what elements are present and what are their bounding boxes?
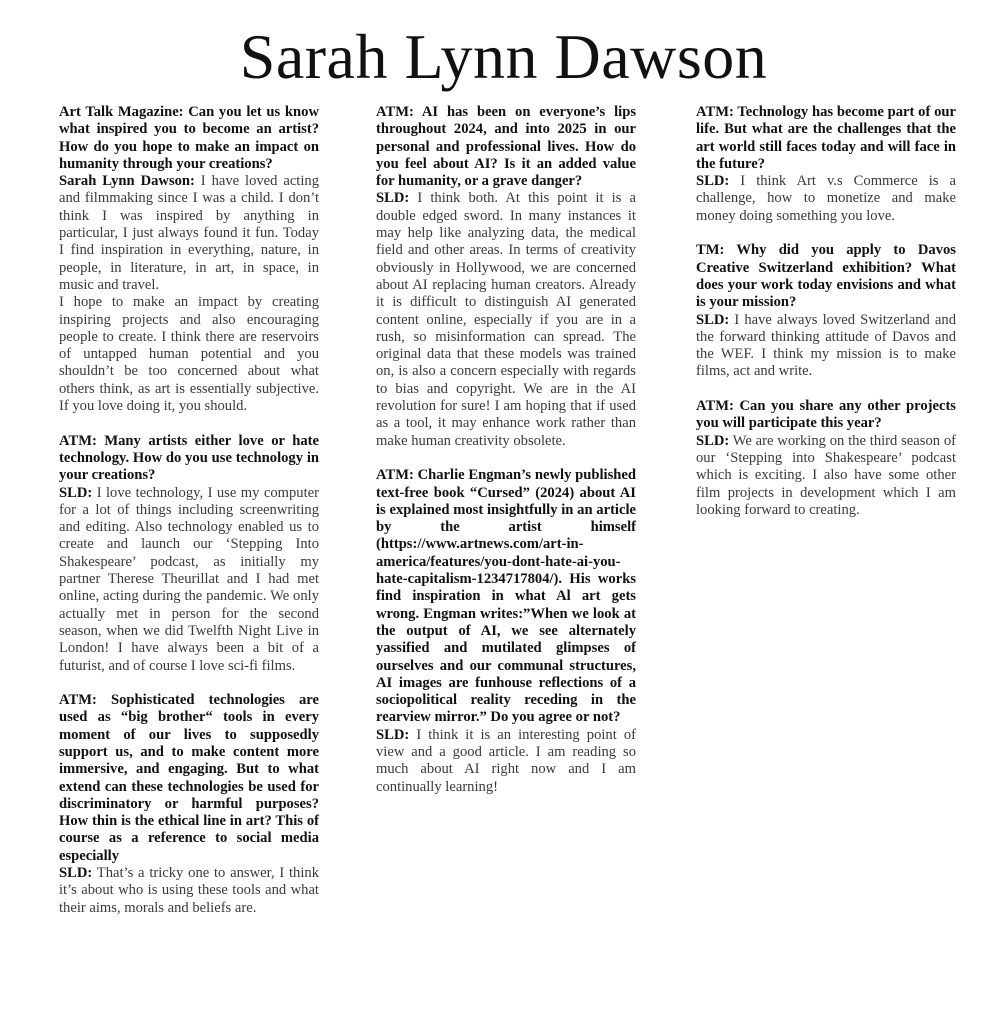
question: ATM: Technology has become part of our life. But what are the challenges that the art world still faces today and will face in the future?	[696, 104, 956, 172]
question: ATM: Charlie Engman’s newly published text-free book “Cursed” (2024) about AI is explained most insightfully in an article by the artist himself (https://www.artnews.com/art-in-america/features/you-dont-hate-ai-you-hate-capitalism-1234717804/). His works find inspiration in what Al art gets wrong. Engman writes:”When we look at the output of AI, we see alternately yassified and mutilated glimpses of ourselves and our communal structures, AI images are funhouse reflections of a sociopolitical reality receding in the rearview mirror.” Do you agree or not?	[376, 467, 636, 726]
answer-text: I have loved acting and filmmaking since I was a child. I don’t think I was inspired by anything in particular, I just always found it fun. Today I find inspiration in everything, nature, in people, in literature, in art, in space, in music and travel.	[59, 173, 319, 293]
qa-block-art-world-challenges	[696, 104, 956, 225]
answer-text: I have always loved Switzerland and the forward thinking attitude of Davos and the WEF. I think my mission is to make films, act and write.	[696, 311, 956, 380]
answer-speaker: SLD:	[376, 190, 410, 207]
answer	[696, 173, 956, 225]
page-title: Sarah Lynn Dawson	[239, 21, 768, 92]
answer	[59, 173, 319, 294]
column-right	[696, 104, 956, 519]
qa-block-big-brother	[59, 692, 319, 917]
answer	[376, 190, 636, 449]
answer	[59, 485, 319, 675]
qa-block-inspiration	[59, 104, 319, 415]
answer-speaker: SLD:	[696, 173, 730, 190]
question: ATM: Many artists either love or hate technology. How do you use technology in your creations?	[59, 432, 319, 484]
answer-speaker: Sarah Lynn Dawson:	[59, 173, 195, 190]
question: Art Talk Magazine: Can you let us know what inspired you to become an artist? How do you hope to make an impact on humanity through your creations?	[59, 104, 319, 172]
answer	[696, 312, 956, 381]
answer	[59, 865, 319, 917]
question: ATM: Can you share any other projects you will participate this year?	[696, 398, 956, 432]
qa-block-other-projects	[696, 398, 956, 519]
answer	[696, 433, 956, 519]
answer-text: I think Art v.s Commerce is a challenge, how to monetize and make money doing something you love.	[696, 173, 956, 224]
question: ATM: Sophisticated technologies are used as “big brother“ tools in every moment of our lives to supposedly support us, and to make content more immersive, and engaging. But to what extend can these technologies be used for discriminatory or harmful purposes? How thin is the ethical line in art? This of course as a reference to social media especially	[59, 692, 319, 864]
answer-speaker: SLD:	[696, 432, 730, 449]
column-middle	[376, 104, 636, 796]
question: TM: Why did you apply to Davos Creative Switzerland exhibition? What does your work today envisions and what is your mission?	[696, 242, 956, 311]
answer-text: I think it is an interesting point of view and a good article. I am reading so much about AI right now and I am continually learning!	[376, 726, 636, 795]
qa-block-ai-value	[376, 104, 636, 450]
answer-paragraph: I hope to make an impact by creating inspiring projects and also encouraging people to create. I think there are reservoirs of untapped human potential and you shouldn’t be too concerned about what others think, as art is essentially subjective. If you love doing it, you should.	[59, 294, 319, 415]
answer-text: I love technology, I use my computer for a lot of things including screenwriting and editing. Also technology enabled us to create and launch our ‘Stepping Into Shakespeare’ podcast, as initially my partner Therese Theurillat and I had met online, acting during the pandemic. We only actually met in person for the second season, when we did Twelfth Night Live in London! I have always been a bit of a futurist, and of course I love sci-fi films.	[59, 484, 319, 674]
answer-text: We are working on the third season of our ‘Stepping into Shakespeare’ podcast which is exciting. I also have some other film projects in development which I am looking forward to creating.	[696, 432, 956, 518]
qa-block-engman-cursed	[376, 467, 636, 796]
question: ATM: AI has been on everyone’s lips throughout 2024, and into 2025 in our personal and professional lives. How do you feel about AI? Is it an added value for humanity, or a grave danger?	[376, 104, 636, 190]
qa-block-technology-use	[59, 433, 319, 675]
column-left	[59, 104, 319, 917]
answer-text: I think both. At this point it is a double edged sword. In many instances it may help like analyzing data, the medical field and other areas. In terms of creativity obviously in Hollywood, we are concerned about AI replacing human creators. Already it is difficult to distinguish AI generated content online, especially if you are in a rush, so misinformation can spread. The original data that these models was trained on, is also a concern especially with regards to bias and copyright. We are in the AI revolution for sure! I am hoping that if used as a tool, it may enhance work rather than make human creativity obsolete.	[376, 190, 636, 449]
answer-speaker: SLD:	[696, 311, 730, 328]
answer	[376, 727, 636, 796]
answer-speaker: SLD:	[59, 865, 93, 882]
answer-speaker: SLD:	[376, 726, 410, 743]
answer-speaker: SLD:	[59, 484, 93, 501]
answer-text: That’s a tricky one to answer, I think it’s about who is using these tools and what their aims, morals and beliefs are.	[59, 865, 319, 916]
qa-block-davos-mission	[696, 242, 956, 380]
